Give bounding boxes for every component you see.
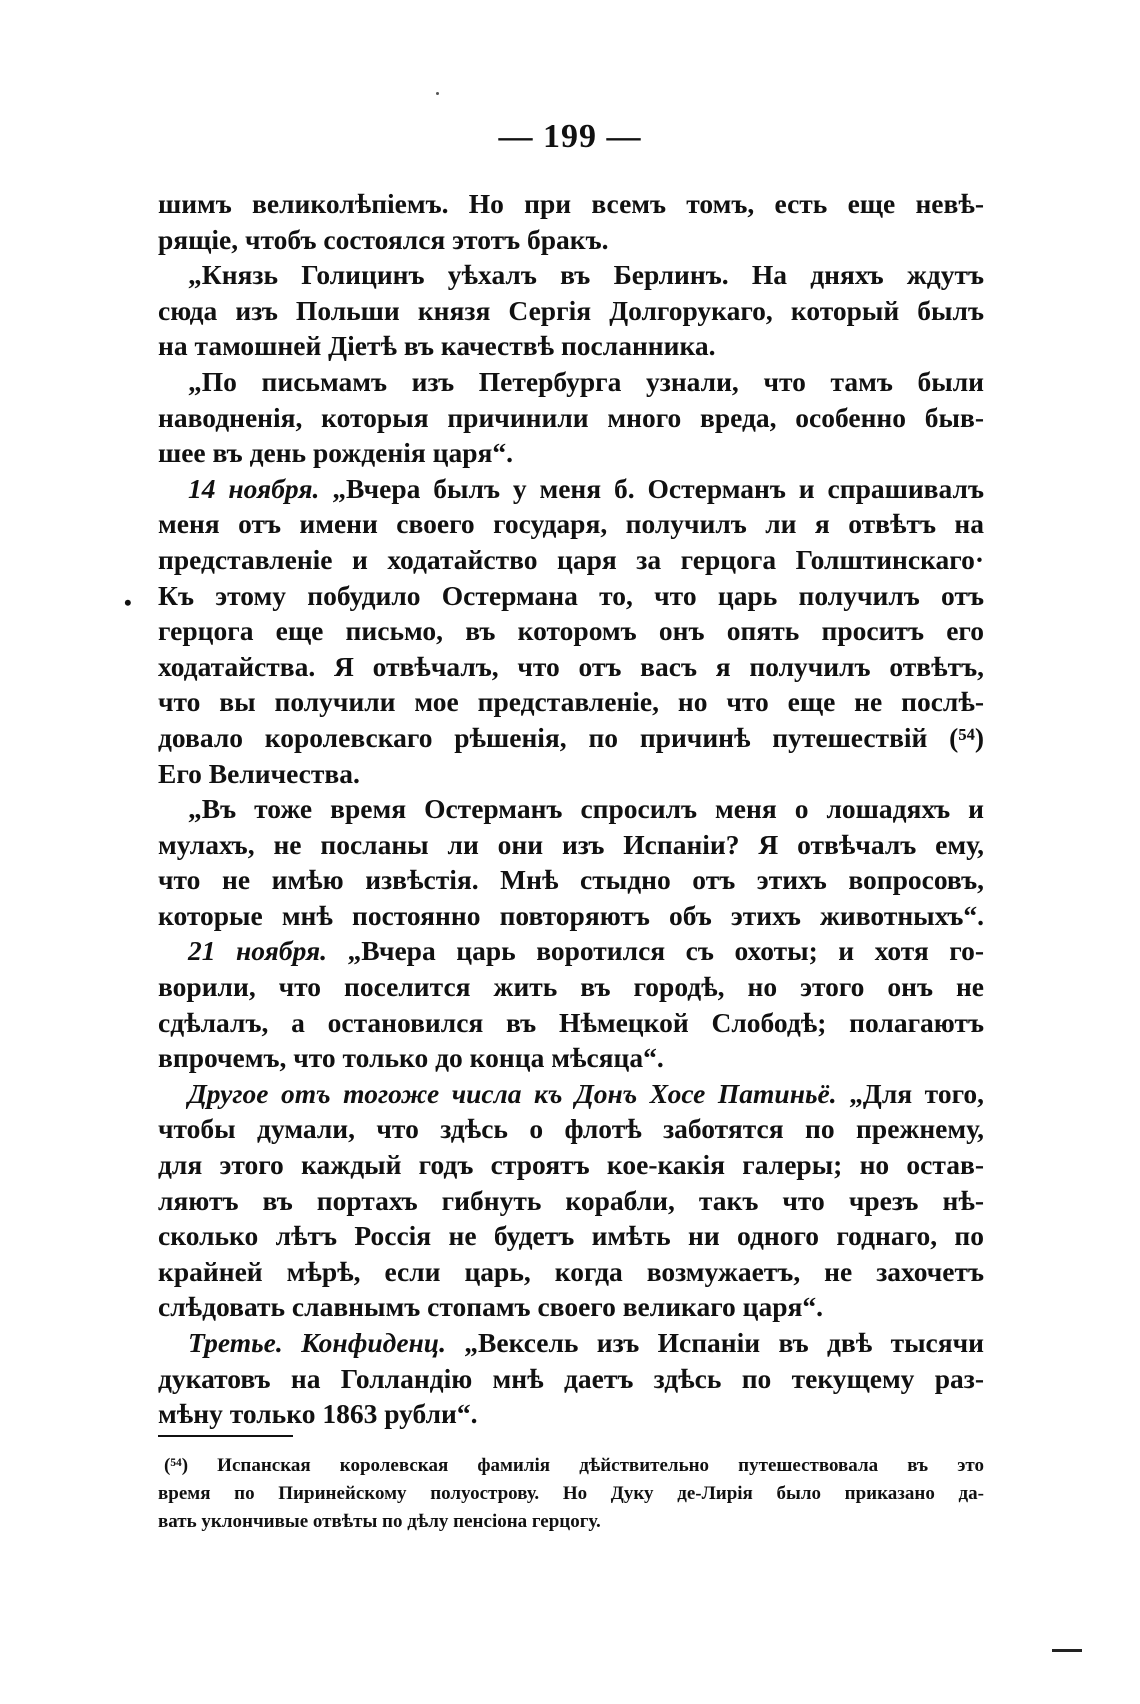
text-line (158, 1396, 984, 1432)
line-text: „По письмамъ изъ Петербурга узнали, что тамъ были (188, 365, 984, 397)
text-line (158, 791, 984, 827)
line-text: слѣдовать славнымъ стопамъ своего великаго царя“. (158, 1291, 824, 1323)
text-line (158, 506, 984, 542)
line-text: Къ этому побудило Остермана то, что царь получилъ отъ (158, 579, 984, 611)
line-text: „Вексель изъ Испаніи въ двѣ тысячи (445, 1327, 984, 1358)
text-line (158, 649, 984, 685)
corner-print-mark (1052, 1649, 1082, 1652)
text-line (158, 364, 984, 400)
line-text: „Въ тоже время Остерманъ спросилъ меня о лошадяхъ и (188, 793, 984, 825)
line-text: ходатайства. Я отвѣчалъ, что отъ васъ я получилъ отвѣтъ, (158, 650, 984, 682)
text-line (158, 720, 984, 756)
footnote-divider (158, 1435, 293, 1437)
line-text: сколько лѣтъ Россія не будетъ имѣть ни одного годнаго, по (158, 1220, 984, 1252)
text-line (158, 1218, 984, 1254)
text-line (158, 1076, 984, 1112)
line-text: рящіе, чтобъ состоялся этотъ бракъ. (158, 223, 609, 255)
text-line (158, 471, 984, 507)
date-heading: Третье. Конфиденц. (188, 1327, 446, 1358)
line-text: представленіе и ходатайство царя за герцога Голштинскаго· (158, 543, 984, 575)
text-line (158, 933, 984, 969)
line-text: меня отъ имени своего государя, получилъ ли я отвѣтъ на (158, 508, 984, 540)
date-heading: 21 ноября. (188, 935, 328, 967)
text-line (158, 613, 984, 649)
text-line (158, 328, 984, 364)
line-text: на тамошней Діетѣ въ качествѣ посланника. (158, 330, 716, 362)
text-line (158, 1361, 984, 1397)
line-text: которые мнѣ постоянно повторяютъ объ этихъ животныхъ“. (158, 899, 984, 931)
date-heading: 14 ноября. (188, 472, 320, 504)
text-line (158, 827, 984, 863)
line-text: „Князь Голицинъ уѣхалъ въ Берлинъ. На дняхъ ждутъ (188, 259, 984, 291)
text-line (158, 756, 984, 792)
text-line (158, 293, 984, 329)
line-text: „Вчера былъ у меня б. Остерманъ и спрашивалъ (319, 472, 984, 504)
footnote-block (158, 1452, 984, 1536)
line-text: сдѣлалъ, а остановился въ Нѣмецкой Слободѣ; полагаютъ (158, 1006, 984, 1038)
line-text: довало королевскаго рѣшенія, по причинѣ путешествій (⁵⁴) (158, 721, 984, 753)
line-text: сюда изъ Польши князя Сергія Долгорукаго, который былъ (158, 294, 984, 326)
text-line (158, 222, 984, 258)
text-line (158, 435, 984, 471)
main-text-block (158, 186, 984, 1432)
text-line (158, 186, 984, 222)
text-line (158, 1040, 984, 1076)
text-line (158, 1325, 984, 1361)
print-speck (436, 92, 439, 95)
page-number: — 199 — (498, 118, 642, 155)
text-line (158, 1289, 984, 1325)
footnote-line: время по Пиринейскому полуострову. Но Дуку де-Лирія было приказано да- (158, 1483, 984, 1504)
text-line (158, 862, 984, 898)
text-line (158, 969, 984, 1005)
text-line (158, 257, 984, 293)
line-text: мѣну только 1863 рубли“. (158, 1398, 478, 1430)
line-text: наводненія, которыя причинили много вреда, особенно быв- (158, 401, 984, 433)
footnote-line: вать уклончивые отвѣты по дѣлу пенсіона герцогу. (158, 1511, 601, 1532)
text-line (158, 1147, 984, 1183)
line-text: впрочемъ, что только до конца мѣсяца“. (158, 1042, 664, 1074)
text-line (158, 898, 984, 934)
text-line (158, 1183, 984, 1219)
line-text: шее въ день рожденія царя“. (158, 437, 514, 469)
line-text: что вы получили мое представленіе, но что еще не послѣ- (158, 686, 984, 718)
text-line (158, 578, 984, 614)
text-line (158, 542, 984, 578)
line-text: ворили, что поселится жить въ городѣ, но этого онъ не (158, 971, 984, 1003)
line-text: герцога еще письмо, въ которомъ онъ опять проситъ его (158, 615, 984, 647)
line-text: мулахъ, не посланы ли они изъ Испаніи? Я отвѣчалъ ему, (158, 828, 984, 860)
margin-bullet-mark: • (124, 590, 132, 615)
line-text: „Вчера царь воротился съ охоты; и хотя го- (327, 935, 984, 967)
line-text: для этого каждый годъ строятъ кое-какія галеры; но остав- (158, 1149, 984, 1181)
line-text: что не имѣю извѣстія. Мнѣ стыдно отъ этихъ вопросовъ, (158, 864, 984, 896)
line-text: шимъ великолѣпіемъ. Но при всемъ томъ, есть еще невѣ- (158, 188, 984, 219)
line-text: ляютъ въ портахъ гибнуть корабли, такъ что чрезъ нѣ- (158, 1184, 984, 1216)
text-line (158, 400, 984, 436)
line-text: „Для того, (836, 1077, 985, 1109)
text-line (158, 1111, 984, 1147)
line-text: чтобы думали, что здѣсь о флотѣ заботятся по прежнему, (158, 1113, 984, 1145)
line-text: дукатовъ на Голландію мнѣ даетъ здѣсь по текущему раз- (158, 1362, 984, 1394)
line-text: Его Величества. (158, 757, 360, 789)
line-text: крайней мѣрѣ, если царь, когда возмужаетъ, не захочетъ (158, 1255, 984, 1287)
footnote-line: (⁵⁴) Испанская королевская фамилія дѣйствительно путешествовала въ это (164, 1455, 984, 1476)
text-line (158, 1005, 984, 1041)
text-line (158, 684, 984, 720)
date-heading: Другое отъ тогоже числа къ Донъ Хосе Патиньё. (188, 1077, 837, 1109)
text-line (158, 1254, 984, 1290)
